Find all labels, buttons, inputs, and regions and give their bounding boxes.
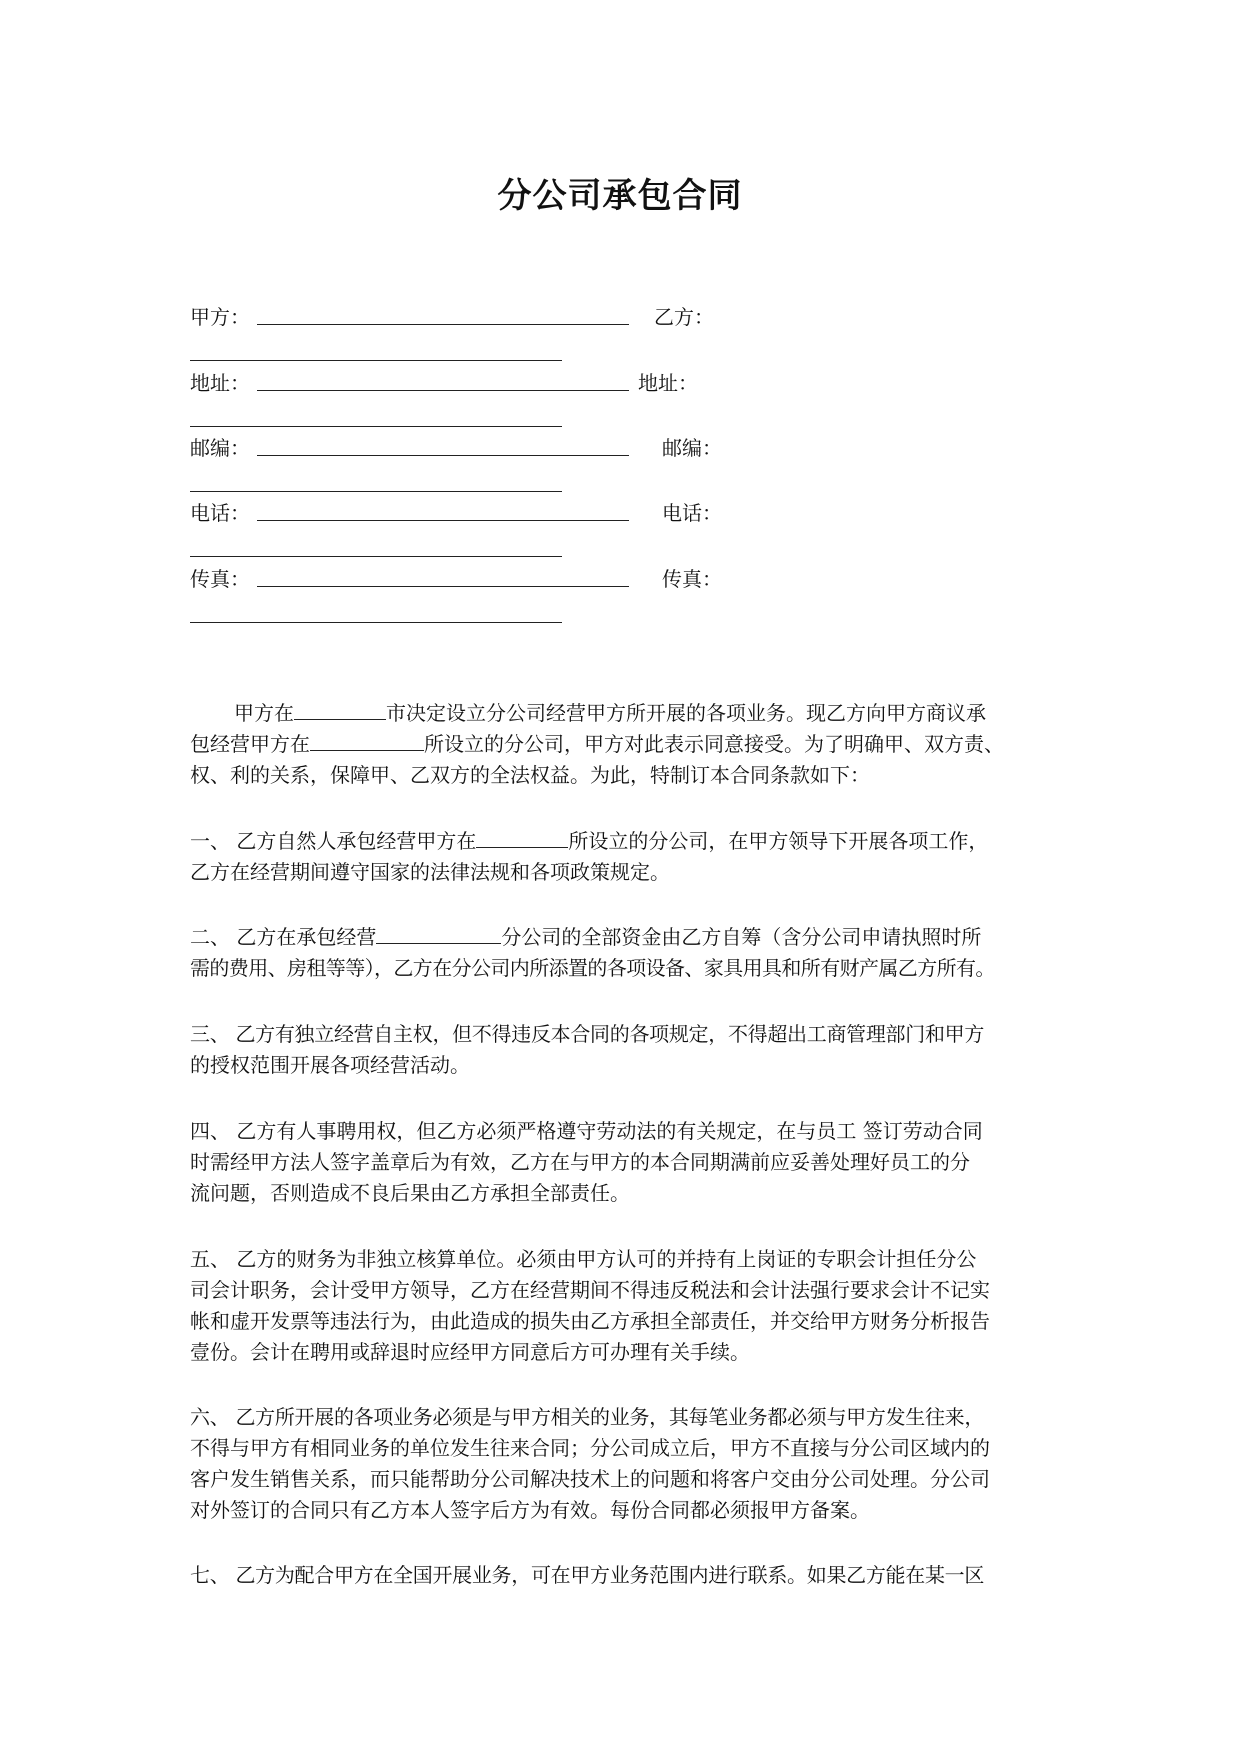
intro-text: 市决定设立分公司经营甲方所开展的各项业务。现乙方向甲方商议承: [386, 701, 986, 725]
party-b-address-field[interactable]: [190, 426, 562, 427]
clause-text: 五、 乙方的财务为非独立核算单位。必须由甲方认可的并持有上岗证的专职会计担任分公: [190, 1247, 977, 1271]
intro-text: 所设立的分公司，甲方对此表示同意接受。为了明确甲、双方责、: [424, 732, 1004, 756]
clause-text: 七、 乙方为配合甲方在全国开展业务，可在甲方业务范围内进行联系。如果乙方能在某一区: [190, 1563, 985, 1587]
clause-text: 分公司的全部资金由乙方自筹（含分公司申请执照时所: [501, 925, 982, 949]
clause-text: 需的费用、房租等等），乙方在分公司内所添置的各项设备、家具用具和所有财产属乙方所有。: [190, 956, 995, 980]
party-row-fax: [190, 564, 1066, 594]
party-a-phone-label: 电话：: [190, 501, 250, 525]
clause-text: 二、 乙方在承包经营: [190, 925, 377, 949]
clause-text: 四、 乙方有人事聘用权，但乙方必须严格遵守劳动法的有关规定，在与员工 签订劳动合同: [190, 1119, 983, 1143]
intro-text: 权、利的关系，保障甲、乙双方的全法权益。为此，特制订本合同条款如下：: [190, 763, 870, 787]
party-row-name: [190, 302, 1066, 332]
party-a-address-field[interactable]: [257, 390, 629, 391]
party-b-name-label: 乙方：: [654, 305, 714, 329]
location-blank[interactable]: [476, 827, 568, 848]
branch-name-blank[interactable]: [376, 923, 501, 944]
clause-2: [190, 922, 1066, 984]
party-b-address-label: 地址：: [638, 371, 698, 395]
clause-text: 六、 乙方所开展的各项业务必须是与甲方相关的业务，其每笔业务都必须与甲方发生往来，: [190, 1405, 985, 1429]
clause-text: 的授权范围开展各项经营活动。: [190, 1053, 470, 1077]
clause-7: [190, 1560, 1066, 1591]
party-b-fax-field[interactable]: [190, 622, 562, 623]
clause-text: 流问题，否则造成不良后果由乙方承担全部责任。: [190, 1181, 630, 1205]
clause-text: 对外签订的合同只有乙方本人签字后方为有效。每份合同都必须报甲方备案。: [190, 1498, 870, 1522]
party-a-postcode-label: 邮编：: [190, 436, 250, 460]
party-b-phone-field[interactable]: [190, 556, 562, 557]
clause-5: [190, 1244, 1066, 1368]
clause-text: 壹份。会计在聘用或辞退时应经甲方同意后方可办理有关手续。: [190, 1340, 750, 1364]
city-blank[interactable]: [294, 699, 386, 720]
party-b-fax-label: 传真：: [662, 567, 722, 591]
clause-text: 帐和虚开发票等违法行为，由此造成的损失由乙方承担全部责任，并交给甲方财务分析报告: [190, 1309, 990, 1333]
party-row-phone: [190, 498, 1066, 528]
clause-text: 一、 乙方自然人承包经营甲方在: [190, 829, 477, 853]
clause-text: 三、 乙方有独立经营自主权，但不得违反本合同的各项规定，不得超出工商管理部门和甲方: [190, 1022, 985, 1046]
clause-6: [190, 1402, 1066, 1526]
clause-3: [190, 1019, 1066, 1081]
party-a-address-label: 地址：: [190, 371, 250, 395]
intro-text: 甲方在: [234, 701, 294, 725]
clause-text: 所设立的分公司，在甲方领导下开展各项工作，: [568, 829, 989, 853]
clause-text: 不得与甲方有相同业务的单位发生往来合同；分公司成立后，甲方不直接与分公司区域内的: [190, 1436, 990, 1460]
location-blank[interactable]: [310, 730, 424, 751]
party-b-name-field[interactable]: [190, 360, 562, 361]
party-b-postcode-label: 邮编：: [662, 436, 722, 460]
intro-text: 包经营甲方在: [190, 732, 310, 756]
party-row-postcode: [190, 433, 1066, 463]
party-a-name-field[interactable]: [257, 324, 629, 325]
party-a-fax-field[interactable]: [257, 586, 629, 587]
clause-4: [190, 1116, 1066, 1209]
party-row-address: [190, 368, 1066, 398]
clause-text: 客户发生销售关系，而只能帮助分公司解决技术上的问题和将客户交由分公司处理。分公司: [190, 1467, 990, 1491]
party-a-name-label: 甲方：: [190, 305, 250, 329]
clause-text: 司会计职务，会计受甲方领导，乙方在经营期间不得违反税法和会计法强行要求会计不记实: [190, 1278, 990, 1302]
party-a-postcode-field[interactable]: [257, 455, 629, 456]
clause-1: [190, 826, 1066, 888]
intro-paragraph: [190, 698, 1066, 791]
party-b-phone-label: 电话：: [662, 501, 722, 525]
party-a-fax-label: 传真：: [190, 567, 250, 591]
clause-text: 乙方在经营期间遵守国家的法律法规和各项政策规定。: [190, 860, 670, 884]
party-b-postcode-field[interactable]: [190, 491, 562, 492]
clause-text: 时需经甲方法人签字盖章后为有效，乙方在与甲方的本合同期满前应妥善处理好员工的分: [190, 1150, 970, 1174]
party-a-phone-field[interactable]: [257, 520, 629, 521]
document-title: 分公司承包合同: [497, 176, 743, 216]
